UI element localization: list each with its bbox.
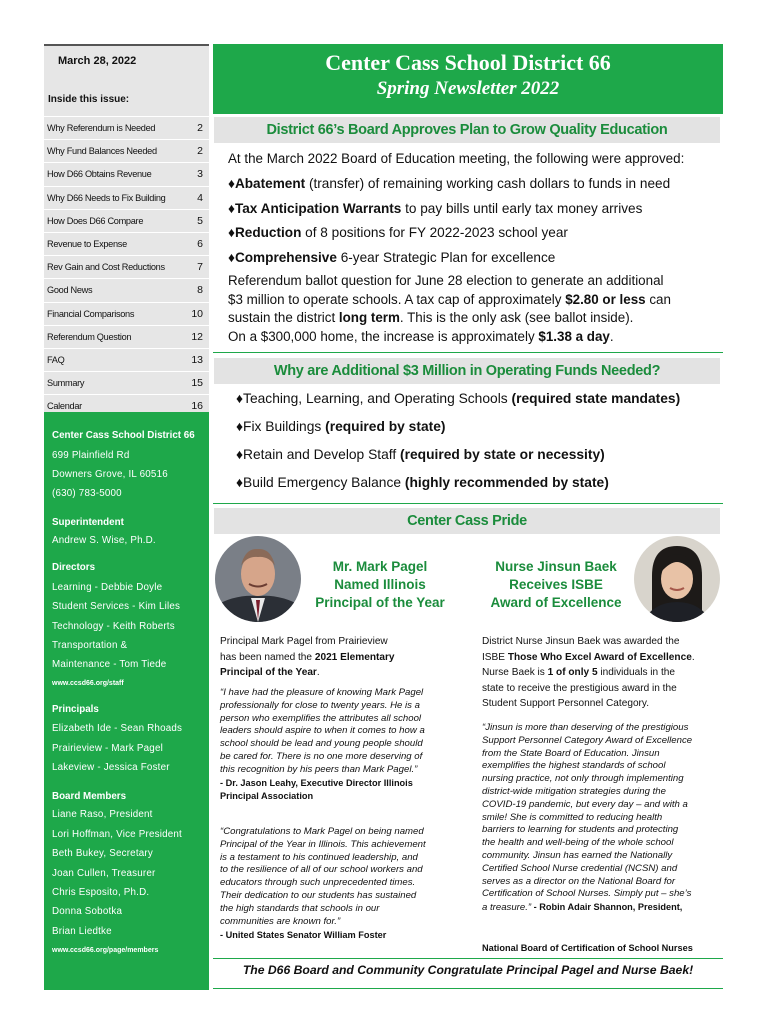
bullet-bold: (required state mandates) (511, 391, 681, 406)
staff-link[interactable]: www.ccsd66.org/staff (52, 680, 124, 687)
ref-text: On a $300,000 home, the increase is approximately (228, 329, 539, 344)
members-link[interactable]: www.ccsd66.org/page/members (52, 947, 159, 954)
newsletter-subtitle: Spring Newsletter 2022 (376, 78, 560, 99)
toc-item-title: FAQ (47, 354, 65, 365)
bullet-bold: Comprehensive (234, 250, 337, 265)
toc-item-page: 4 (197, 191, 203, 204)
headline-line: Named Illinois (334, 577, 426, 592)
board-member-item: Donna Sobotka (52, 906, 123, 917)
toc-item (44, 162, 209, 185)
toc-item (44, 255, 209, 278)
quote-line: the high standards that schools in our (220, 902, 380, 914)
board-member-item: Liane Raso, President (52, 809, 153, 820)
funds-bullet: ♦Build Emergency Balance (highly recommended by state) (236, 475, 609, 490)
quote-line: COVID-19 pandemic, but every day – and with a (482, 798, 688, 810)
director-item: Learning - Debbie Doyle (52, 582, 163, 593)
toc-item (44, 278, 209, 301)
bullet-text: Build Emergency Balance (243, 475, 405, 490)
ref-text: . This is the only ask (see ballot inside). (399, 310, 634, 325)
toc-item-page: 3 (197, 168, 203, 181)
referendum-line: Referendum ballot question for June 28 election to generate an additional (228, 273, 664, 288)
pagel-quote-1 (220, 687, 425, 777)
toc-item-page: 5 (197, 214, 203, 227)
toc-item-title: Revenue to Expense (47, 238, 127, 249)
directors-label: Directors (52, 562, 96, 573)
principal-item: Lakeview - Jessica Foster (52, 762, 170, 773)
toc-item (44, 186, 209, 209)
bullet-text: 6-year Strategic Plan for excellence (336, 250, 556, 265)
director-item: Student Services - Kim Liles (52, 601, 181, 612)
board-bullet: ♦Reduction of 8 positions for FY 2022-2023 school year (228, 225, 568, 240)
bullet-text: to pay bills until early tax money arrives (401, 201, 643, 216)
article-text: has been named the (220, 651, 315, 663)
board-intro: At the March 2022 Board of Education meeting, the following were approved: (228, 151, 685, 166)
article-bold: 2021 Elementary (314, 651, 395, 663)
director-item: Transportation & (52, 640, 128, 651)
article-bold: Principal of the Year (220, 667, 317, 679)
article-line: state to receive the prestigious award in the (482, 682, 677, 694)
quote-line: smile! She is committed to reducing health (482, 811, 663, 823)
newsletter-title: Center Cass School District 66 (325, 50, 611, 75)
referendum-line (228, 329, 614, 344)
pagel-quote-2 (220, 826, 426, 928)
toc-item-title: Why D66 Needs to Fix Building (47, 192, 166, 203)
toc-item-page: 8 (197, 284, 203, 297)
ref-bold: $2.80 or less (565, 292, 646, 307)
toc-item-page: 2 (197, 122, 203, 134)
bullet-bold: Abatement (234, 176, 306, 191)
ref-text: $3 million to operate schools. A tax cap of approximately (228, 292, 566, 307)
attribution-line: - Dr. Jason Leahy, Executive Director Illinois (220, 778, 413, 788)
quote-line: serves as a director on the National Board for (482, 875, 676, 887)
quote-line: is a testament to his continued leadership, and (220, 851, 418, 863)
address-line-1: 699 Plainfield Rd (52, 450, 130, 461)
toc-item-title: Financial Comparisons (47, 308, 135, 319)
quote-line: professionally for close to twenty years. He is a (220, 699, 420, 711)
issue-date: March 28, 2022 (58, 55, 137, 67)
board-bullet: ♦Comprehensive 6-year Strategic Plan for excellence (228, 250, 556, 265)
pride-section-heading: Center Cass Pride (214, 508, 720, 534)
board-bullet: ♦Tax Anticipation Warrants to pay bills until early tax money arrives (228, 201, 643, 216)
section-divider (213, 988, 723, 989)
toc-item (44, 209, 209, 232)
article-text: . (691, 651, 695, 663)
bullet-bold: (required by state) (325, 419, 446, 434)
toc-item-title: Why Fund Balances Needed (47, 146, 157, 157)
toc-item-page: 2 (197, 145, 203, 158)
ref-bold: long term (338, 310, 400, 325)
referendum-line (228, 310, 633, 325)
article-text: individuals in the (597, 667, 675, 679)
board-member-item: Beth Bukey, Secretary (52, 848, 153, 859)
article-line (482, 665, 695, 681)
toc-item (44, 348, 209, 371)
toc-item (44, 371, 209, 394)
toc-item-page: 6 (197, 237, 203, 250)
toc-item-page: 7 (197, 261, 203, 274)
headline-line: Award of Excellence (490, 595, 622, 610)
bullet-bold: (highly recommended by state) (404, 475, 609, 490)
board-member-item: Chris Esposito, Ph.D. (52, 887, 150, 898)
article-line (220, 650, 395, 666)
bullet-bold: (required by state or necessity) (400, 447, 605, 462)
section-divider (213, 352, 723, 353)
quote-line: person who exemplifies the attributes all school (220, 712, 422, 724)
toc-item (44, 139, 209, 162)
headline-line: Nurse Jinsun Baek (495, 559, 617, 574)
pagel-headline (305, 558, 455, 612)
baek-article (482, 634, 695, 712)
toc-item (44, 116, 209, 139)
masthead (213, 44, 723, 114)
quote-line: this recognition by his peers than Mark Pagel.” (220, 763, 418, 775)
quote-line: school should be lead and young people should (220, 738, 423, 750)
pagel-article (220, 634, 395, 681)
bullet-bold: Reduction (234, 225, 302, 240)
quote-line: from the State Board of Education. Jinsun (482, 747, 660, 759)
toc-item (44, 302, 209, 325)
pagel-quote-1-attribution (220, 777, 413, 803)
toc-item-page: 16 (191, 400, 203, 413)
director-item: Maintenance - Tom Tiede (52, 659, 167, 670)
toc-item-title: Referendum Question (47, 331, 132, 342)
sidebar (44, 44, 209, 990)
board-member-item: Brian Liedtke (52, 926, 112, 937)
bullet-bold: Tax Anticipation Warrants (234, 201, 402, 216)
ref-text: sustain the district (228, 310, 339, 325)
baek-headline (480, 558, 632, 612)
superintendent-name: Andrew S. Wise, Ph.D. (52, 535, 156, 546)
board-member-item: Joan Cullen, Treasurer (52, 868, 156, 879)
principal-pagel-photo (215, 536, 301, 622)
section-divider (213, 958, 723, 959)
quote-line (482, 901, 692, 915)
article-bold: 1 of only 5 (547, 667, 598, 679)
bullet-text: Teaching, Learning, and Operating Schools (243, 391, 512, 406)
funds-bullet: ♦Retain and Develop Staff (required by state or necessity) (236, 447, 605, 462)
quote-line: “Jinsun is more than deserving of the prestigious (482, 722, 689, 733)
principal-item: Elizabeth Ide - Sean Rhoads (52, 723, 183, 734)
toc-item-title: Good News (47, 285, 93, 296)
nurse-baek-photo (634, 536, 720, 622)
pagel-quote-2-attribution: - United States Senator William Foster (220, 930, 387, 940)
toc-item-page: 13 (191, 353, 203, 366)
attribution-line: Principal Association (220, 790, 314, 801)
quote-line: to the resilience of all of our school workers and (220, 864, 423, 876)
article-line: District Nurse Jinsun Baek was awarded the (482, 636, 680, 647)
bullet-text: Fix Buildings (243, 419, 326, 434)
headline-line: Principal of the Year (315, 595, 445, 610)
sidebar-contents-panel (44, 44, 209, 412)
sidebar-directory-panel (44, 412, 209, 990)
toc-item-page: 10 (191, 307, 203, 320)
quote-line: “Congratulations to Mark Pagel on being named (220, 826, 424, 837)
quote-line: Their dedication to our students has sustained (220, 889, 417, 901)
referendum-line (228, 292, 671, 307)
principals-label: Principals (52, 704, 99, 715)
address-line-2: Downers Grove, IL 60516 (52, 469, 168, 480)
quote-line: nursing practice, not only through implementing (482, 773, 684, 785)
quote-line: Support Personnel Category Award of Excellence (482, 734, 693, 746)
article-text: ISBE (482, 651, 508, 663)
inside-issue-label: Inside this issue: (48, 94, 130, 105)
article-bold: Those Who Excel Award of Excellence (507, 651, 692, 663)
superintendent-label: Superintendent (52, 517, 124, 528)
article-line (482, 650, 695, 666)
toc-item-title: How D66 Obtains Revenue (47, 169, 152, 180)
article-text: . (316, 667, 320, 679)
headline-line: Receives ISBE (509, 577, 603, 592)
toc-item-page: 12 (191, 330, 203, 343)
board-bullet: ♦Abatement (transfer) of remaining working cash dollars to funds in need (228, 176, 671, 191)
funds-section-heading: Why are Additional $3 Million in Operating Funds Needed? (214, 358, 720, 384)
funds-bullet: ♦Teaching, Learning, and Operating Schools (required state mandates) (236, 391, 681, 406)
table-of-contents (44, 116, 209, 417)
ref-text: can (645, 292, 671, 307)
bullet-text: Retain and Develop Staff (243, 447, 401, 462)
quote-line: community. Jinsun has earned the Nationally (482, 849, 673, 861)
funds-bullet: ♦Fix Buildings (required by state) (236, 419, 446, 434)
ref-text: . (609, 329, 614, 344)
quote-line: barriers to learning for students and protecting (482, 824, 679, 836)
quote-line: exemplifies the highest standards of school (482, 760, 666, 772)
section-divider (213, 503, 723, 504)
quote-line: Certification of School Nurses. Simply put – she’s (482, 888, 692, 900)
quote-line: leaders should aspire to when it comes to how a (220, 725, 425, 737)
ref-bold: $1.38 a day (538, 329, 610, 344)
district-name: Center Cass School District 66 (52, 430, 195, 441)
bullet-text: (transfer) of remaining working cash dollars to funds in need (305, 176, 671, 191)
quote-line: the health and well-being of the whole school (482, 837, 674, 849)
board-section-heading: District 66’s Board Approves Plan to Grow Quality Education (214, 117, 720, 143)
toc-item (44, 325, 209, 348)
article-line: Student Support Personnel Category. (482, 698, 650, 710)
article-line (220, 665, 395, 681)
bullet-text: of 8 positions for FY 2022-2023 school year (301, 225, 568, 240)
quote-line: district-wide mitigation strategies during the (482, 785, 666, 797)
headline-line: Mr. Mark Pagel (332, 559, 428, 574)
article-text: Nurse Baek is (482, 667, 548, 679)
toc-item-title: Rev Gain and Cost Reductions (47, 262, 165, 273)
quote-line: communities are known for.” (220, 915, 341, 927)
phone-number: (630) 783-5000 (52, 488, 122, 499)
quote-line: educators through such unprecedented times. (220, 877, 416, 889)
toc-item-title: Calendar (47, 401, 82, 412)
board-members-label: Board Members (52, 791, 127, 802)
toc-item-title: How Does D66 Compare (47, 215, 144, 226)
principal-item: Prairieview - Mark Pagel (52, 743, 163, 754)
quote-line: be cared for. There is no one more deserving of (220, 750, 423, 762)
congratulations-footer: The D66 Board and Community Congratulate Principal Pagel and Nurse Baek! (242, 963, 694, 977)
toc-item-page: 15 (191, 377, 203, 390)
attribution-inline: - Robin Adair Shannon, President, (531, 902, 683, 913)
toc-item-title: Summary (47, 378, 85, 389)
board-member-item: Lori Hoffman, Vice President (52, 829, 182, 840)
quote-text: a treasure.” (482, 902, 532, 914)
director-item: Technology - Keith Roberts (52, 621, 175, 632)
toc-item (44, 232, 209, 255)
quote-line: “I have had the pleasure of knowing Mark Pagel (220, 687, 424, 698)
quote-line: Certified School Nurse credential (NCSN) and (482, 862, 678, 874)
article-line: Principal Mark Pagel from Prairieview (220, 636, 388, 647)
toc-item-title: Why Referendum is Needed (47, 123, 156, 133)
quote-line: Principal of the Year in Illinois. This achievement (220, 838, 426, 850)
baek-quote (482, 722, 692, 915)
baek-quote-attribution: National Board of Certification of School Nurses (482, 943, 693, 953)
